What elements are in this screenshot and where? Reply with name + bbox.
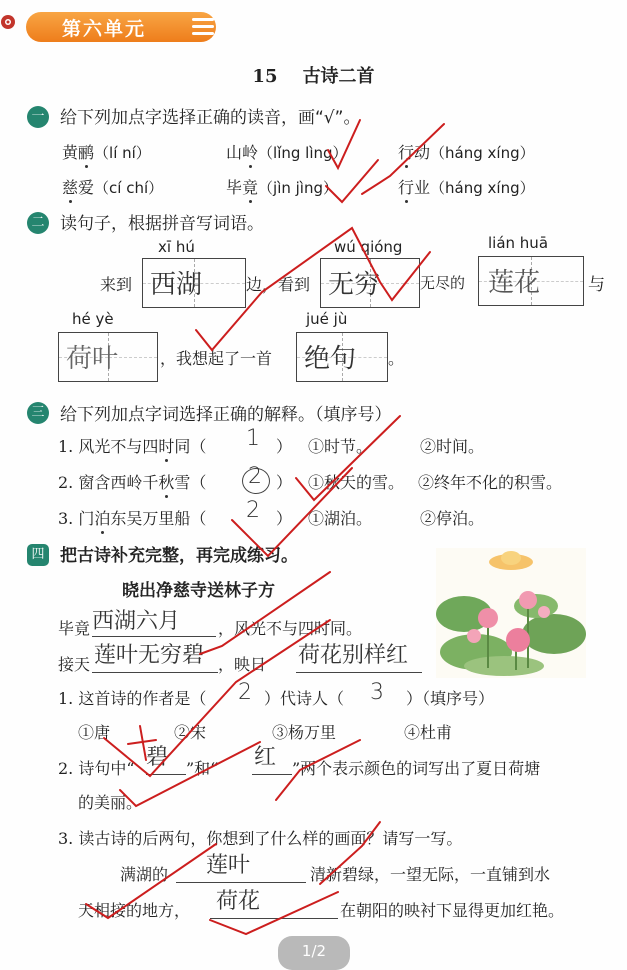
s1-item-2: 山岭（lǐng lìng）	[226, 140, 348, 163]
s3-close-1: ）	[276, 437, 293, 456]
q1-mid: ）代诗人（	[264, 689, 345, 708]
pinyin-xihu: xī hú	[158, 238, 195, 256]
s3-opt1-1: ①时节。	[308, 437, 373, 456]
section-3-badge: 三	[27, 402, 49, 424]
s3-item-1: 1. 风光不与四时同（	[58, 434, 206, 457]
check-mark-s4-f	[210, 892, 338, 934]
poem-line-2-answer-2: 荷花别样红	[298, 643, 409, 668]
s3-item-2: 2. 窗含西岭千秋雪（	[58, 470, 206, 493]
q2-text-2: ”和“	[186, 759, 219, 778]
section-2-instruction: 读句子，根据拼音写词语。	[60, 214, 264, 234]
q2-text-1: 2. 诗句中“	[58, 759, 135, 778]
s1-item-5: 毕竟（jìn jìng）	[226, 175, 338, 198]
s3-answer-1: 1	[246, 426, 260, 451]
q1-option-4: ④杜甫	[404, 723, 453, 742]
s1-item-4: 慈爱（cí chí）	[62, 175, 163, 198]
q2-text-4: 的美丽。	[78, 793, 143, 812]
q2-text-3: ”两个表示颜色的词写出了夏日荷塘	[292, 759, 541, 778]
s3-close-3: ）	[276, 509, 293, 528]
check-mark-s1-a	[328, 120, 360, 168]
poem-line-2-pre: 接天	[58, 655, 91, 674]
q1-option-3: ③杨万里	[272, 723, 337, 742]
unit-banner-title: 第六单元	[62, 18, 147, 40]
q2-answer-2: 红	[254, 745, 277, 770]
s2-text-1: 来到	[100, 275, 133, 294]
q1-text: 1. 这首诗的作者是（	[58, 689, 207, 708]
poem-line-1-answer: 西湖六月	[92, 609, 181, 634]
pinyin-lianhua: lián huā	[488, 234, 549, 252]
s1-item-3: 行动（háng xíng）	[398, 140, 535, 163]
s1-item-6: 行业（háng xíng）	[398, 175, 535, 198]
s2-text-3: 无尽的	[420, 274, 466, 292]
poem-title: 晓出净慈寺送林子方	[122, 581, 275, 601]
s3-item-3: 3. 门泊东吴万里船（	[58, 506, 206, 529]
s2-text-6: 。	[388, 349, 405, 368]
plus-mark	[128, 726, 156, 760]
s2-text-2: 边，看到	[246, 275, 311, 294]
lesson-number: 15	[252, 66, 278, 87]
section-4-instruction: 把古诗补充完整，再完成练习。	[60, 546, 298, 566]
check-mark-s2	[196, 228, 430, 350]
check-mark-s3-a	[296, 416, 400, 500]
s3-answer-2: 2	[248, 464, 262, 489]
check-mark-s4-d	[276, 740, 360, 800]
s2-text-5: ，我想起了一首	[160, 349, 273, 368]
lesson-name: 古诗二首	[302, 66, 375, 87]
section-1-instruction: 给下列加点字选择正确的读音，画“√”。	[60, 108, 361, 128]
pinyin-jueju: jué jù	[306, 310, 348, 328]
pinyin-heye: hé yè	[72, 310, 114, 328]
check-mark-s4-c	[120, 742, 260, 806]
q3-line-2-post: 在朝阳的映衬下显得更加红艳。	[340, 901, 565, 920]
page-indicator[interactable]: 1/2	[278, 936, 350, 970]
check-mark-s4-e	[86, 844, 216, 918]
poem-line-1-post: ，风光不与四时同。	[218, 619, 363, 638]
q3-text: 3. 读古诗的后两句，你想到了什么样的画面？请写一写。	[58, 829, 463, 848]
check-mark-s4-a	[200, 572, 330, 654]
q1-answer-1: 2	[238, 680, 252, 705]
s2-text-4: 与	[588, 275, 605, 295]
poem-line-1-pre: 毕竟	[58, 619, 91, 638]
check-mark-s1-b	[326, 160, 378, 202]
q3-line-1-post: 清新碧绿，一望无际，一直铺到水	[310, 865, 551, 884]
s3-opt1-2: ①秋天的雪。	[308, 473, 405, 492]
q2-answer-1: 碧	[146, 745, 169, 770]
q3-line-2-answer: 荷花	[216, 889, 261, 914]
q3-line-1-pre: 满湖的	[120, 865, 169, 884]
q3-line-1-answer: 莲叶	[206, 853, 251, 878]
s3-close-2: ）	[276, 473, 293, 492]
poem-line-2-mid: ，映日	[218, 655, 267, 674]
s3-opt1-3: ①湖泊。	[308, 509, 373, 528]
s3-opt2-2: ②终年不化的积雪。	[418, 473, 563, 492]
section-4-badge: 四	[27, 544, 49, 566]
q1-option-1: ①唐	[78, 723, 111, 742]
q1-option-2: ②宋	[174, 723, 207, 742]
handwritten-lianhua: 莲花	[488, 268, 541, 298]
handwritten-heye: 荷叶	[66, 344, 119, 374]
section-3-instruction: 给下列加点字词选择正确的解释。（填序号）	[60, 405, 392, 425]
check-mark-s1-c	[362, 124, 444, 194]
q1-close: ）（填序号）	[406, 689, 495, 708]
pinyin-wuqiong: wú qióng	[334, 238, 403, 256]
handwritten-xihu: 西湖	[150, 270, 203, 300]
check-mark-s4-g	[320, 822, 380, 884]
s3-opt2-3: ②停泊。	[420, 509, 485, 528]
section-1-badge: 一	[27, 106, 49, 128]
check-mark-s4-b	[104, 620, 330, 776]
handwritten-wuqiong: 无穷	[328, 270, 381, 300]
q1-answer-2: 3	[370, 680, 384, 705]
handwritten-jueju: 绝句	[304, 344, 357, 374]
s3-opt2-1: ②时间。	[420, 437, 485, 456]
s1-item-1: 黄鹂（lí ní）	[62, 140, 151, 163]
s3-answer-3: 2	[246, 498, 260, 523]
poem-line-2-answer: 莲叶无穷碧	[94, 643, 205, 668]
q3-line-2-pre: 天相接的地方，	[78, 901, 191, 920]
section-2-badge: 二	[27, 212, 49, 234]
